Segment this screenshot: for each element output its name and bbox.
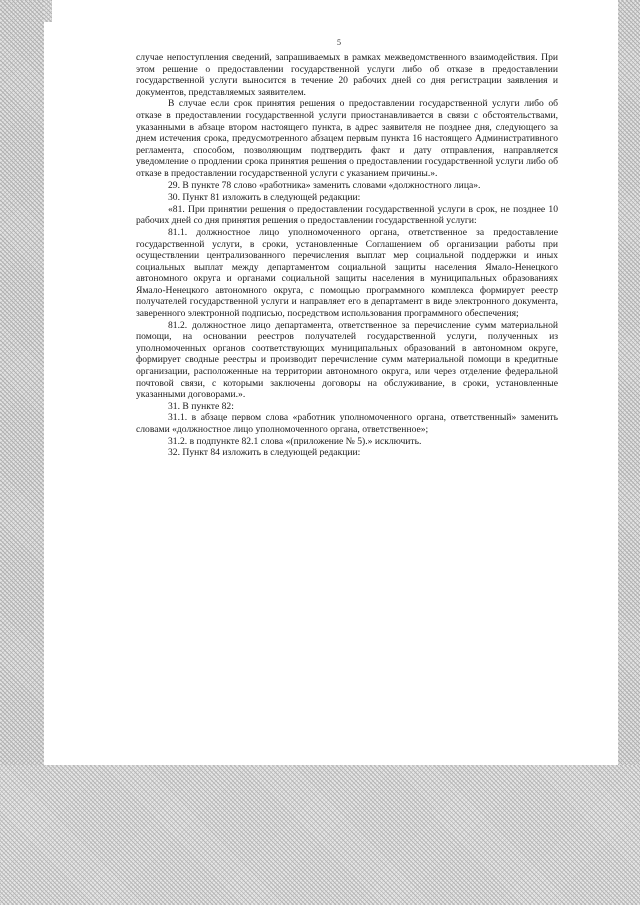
page-number: 5	[337, 38, 341, 47]
document-body	[136, 52, 558, 459]
scan-border-bottom	[0, 765, 640, 905]
paragraph: 31.1. в абзаце первом слова «работник уполномоченного органа, ответственный» заменить словами «должностное лицо уполномоченного органа, ответственное»;	[136, 412, 558, 435]
paragraph: 32. Пункт 84 изложить в следующей редакции:	[168, 447, 361, 459]
paragraph: 31. В пункте 82:	[168, 400, 234, 412]
paragraph: 81.2. должностное лицо департамента, ответственное за перечисление сумм материальной помощи, на основании реестров получателей государственной услуги, полученных из уполномоченных органов соответствующих муниципальных образований в автономном округе, формирует сводные реестры и производит перечисление сумм материальной помощи в кредитные организации, расположенные на территории автономного округа, или через отделение федеральной почтовой связи, с которыми заключены договоры на обслуживание, в сроки, установленные указанными договорами.».	[136, 319, 558, 401]
paragraph: случае непоступления сведений, запрашиваемых в рамках межведомственного взаимодействия. При этом решение о предоставлении государственной услуги либо об отказе в предоставлении государственной услуги выносится в течение 20 рабочих дней со дня регистрации заявления и документов, представляемых заявителем.	[136, 52, 558, 98]
paragraph: 30. Пункт 81 изложить в следующей редакции:	[168, 192, 361, 204]
paragraph: «81. При принятии решения о предоставлении государственной услуги в срок, не позднее 10 рабочих дней со дня принятия решения о предоставлении государственной услуги:	[136, 203, 558, 227]
paragraph: 29. В пункте 78 слово «работника» заменить словами «должностного лица».	[168, 179, 481, 191]
paragraph: 81.1. должностное лицо уполномоченного органа, ответственное за предоставление государственной услуги, в сроки, установленные Соглашением об организации работы при осуществлении централизованного перечисления выплат мер социальной поддержки и иных социальных выплат между департаментом социальной защиты населения Ямало-Ненецкого автономного округа и органами социальной защиты населения в муниципальных образованиях Ямало-Ненецкого автономного округа, с помощью программного комплекса формирует реестр получателей государственной услуги и направляет его в департамент в виде электронного документа, заверенного электронной подписью, посредством использования программного обеспечения;	[136, 226, 558, 320]
paragraph: В случае если срок принятия решения о предоставлении государственной услуги либо об отказе в предоставлении государственной услуги приостанавливается в связи с обстоятельствами, указанными в абзаце втором настоящего пункта, в адрес заявителя не позднее дня, следующего за днем истечения срока, предусмотренного абзацем первым пункта 16 настоящего Административного регламента, способом, позволяющим подтвердить факт и дату отправления, направляется уведомление о продлении срока принятия решения о предоставлении государственной услуги либо об отказе в предоставлении государственной услуги с указанием причины.».	[136, 98, 558, 179]
paragraph: 31.2. в подпункте 82.1 слова «(приложение № 5).» исключить.	[168, 435, 422, 447]
